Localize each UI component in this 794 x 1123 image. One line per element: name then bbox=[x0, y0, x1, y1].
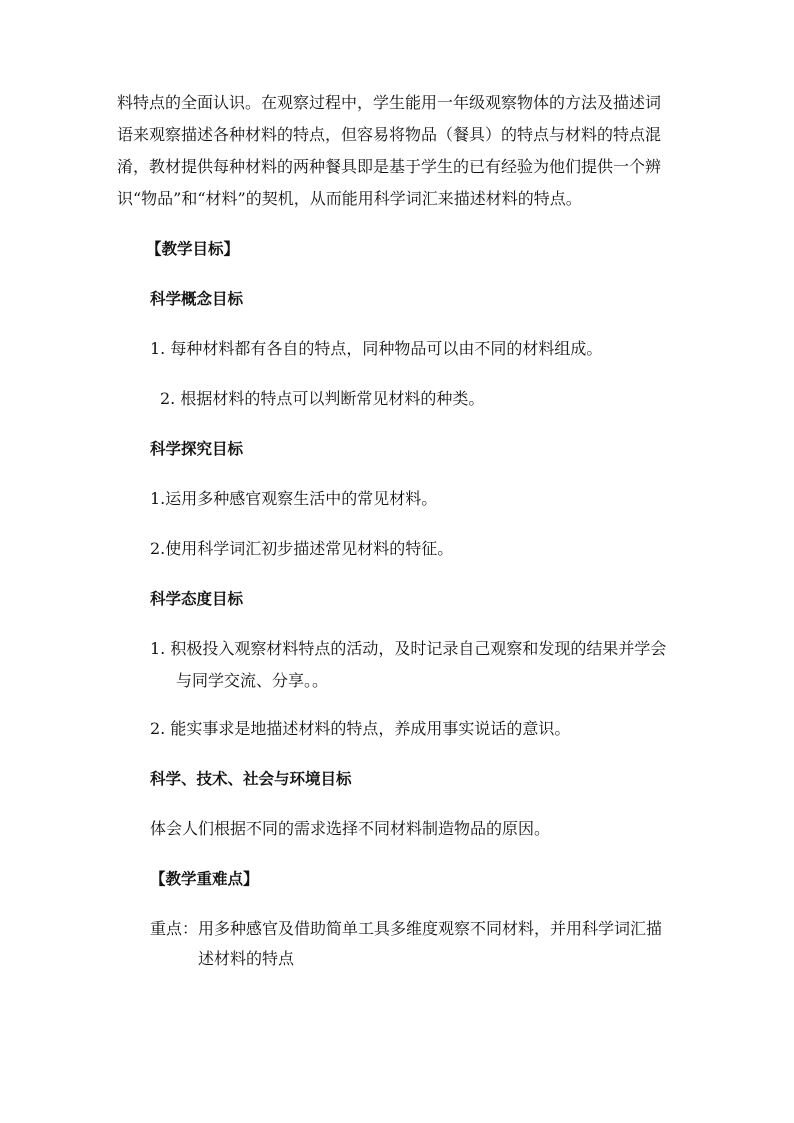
stse-goals-heading: 科学、技术、社会与环境目标 bbox=[150, 770, 352, 788]
key-points-line-2: 述材料的特点 bbox=[198, 949, 295, 968]
inquiry-goal-item-2: 2.使用科学词汇初步描述常见材料的特征。 bbox=[150, 539, 454, 558]
inquiry-goals-heading: 科学探究目标 bbox=[150, 440, 244, 458]
key-points-heading: 【教学重难点】 bbox=[150, 870, 259, 888]
intro-line-4: 识“物品”和“材料”的契机，从而能用科学词汇来描述材料的特点。 bbox=[117, 189, 582, 208]
intro-line-1: 料特点的全面认识。在观察过程中，学生能用一年级观察物体的方法及描述词 bbox=[117, 93, 662, 112]
attitude-goal-item-1-line-2: 与同学交流、分享。。 bbox=[176, 671, 329, 690]
intro-line-3: 淆，教材提供每种材料的两种餐具即是基于学生的已有经验为他们提供一个辨 bbox=[117, 157, 662, 176]
inquiry-goal-item-1: 1.运用多种感官观察生活中的常见材料。 bbox=[150, 489, 438, 508]
intro-line-2: 语来观察描述各种材料的特点，但容易将物品（餐具）的特点与材料的特点混 bbox=[117, 125, 662, 144]
attitude-goal-item-1-line-1: 1. 积极投入观察材料特点的活动，及时记录自己观察和发现的结果并学会 bbox=[150, 639, 667, 658]
concept-goal-item-2: 2. 根据材料的特点可以判断常见材料的种类。 bbox=[160, 389, 485, 408]
attitude-goal-item-2: 2. 能实事求是地描述材料的特点，养成用事实说话的意识。 bbox=[150, 719, 571, 738]
key-points-line-1: 重点：用多种感官及借助简单工具多维度观察不同材料，并用科学词汇描 bbox=[150, 919, 663, 938]
concept-goal-item-1: 1. 每种材料都有各自的特点，同种物品可以由不同的材料组成。 bbox=[150, 339, 603, 358]
concept-goals-heading: 科学概念目标 bbox=[150, 290, 244, 308]
stse-goal-item: 体会人们根据不同的需求选择不同材料制造物品的原因。 bbox=[150, 819, 551, 838]
teaching-goals-heading: 【教学目标】 bbox=[146, 240, 240, 258]
attitude-goals-heading: 科学态度目标 bbox=[150, 590, 244, 608]
